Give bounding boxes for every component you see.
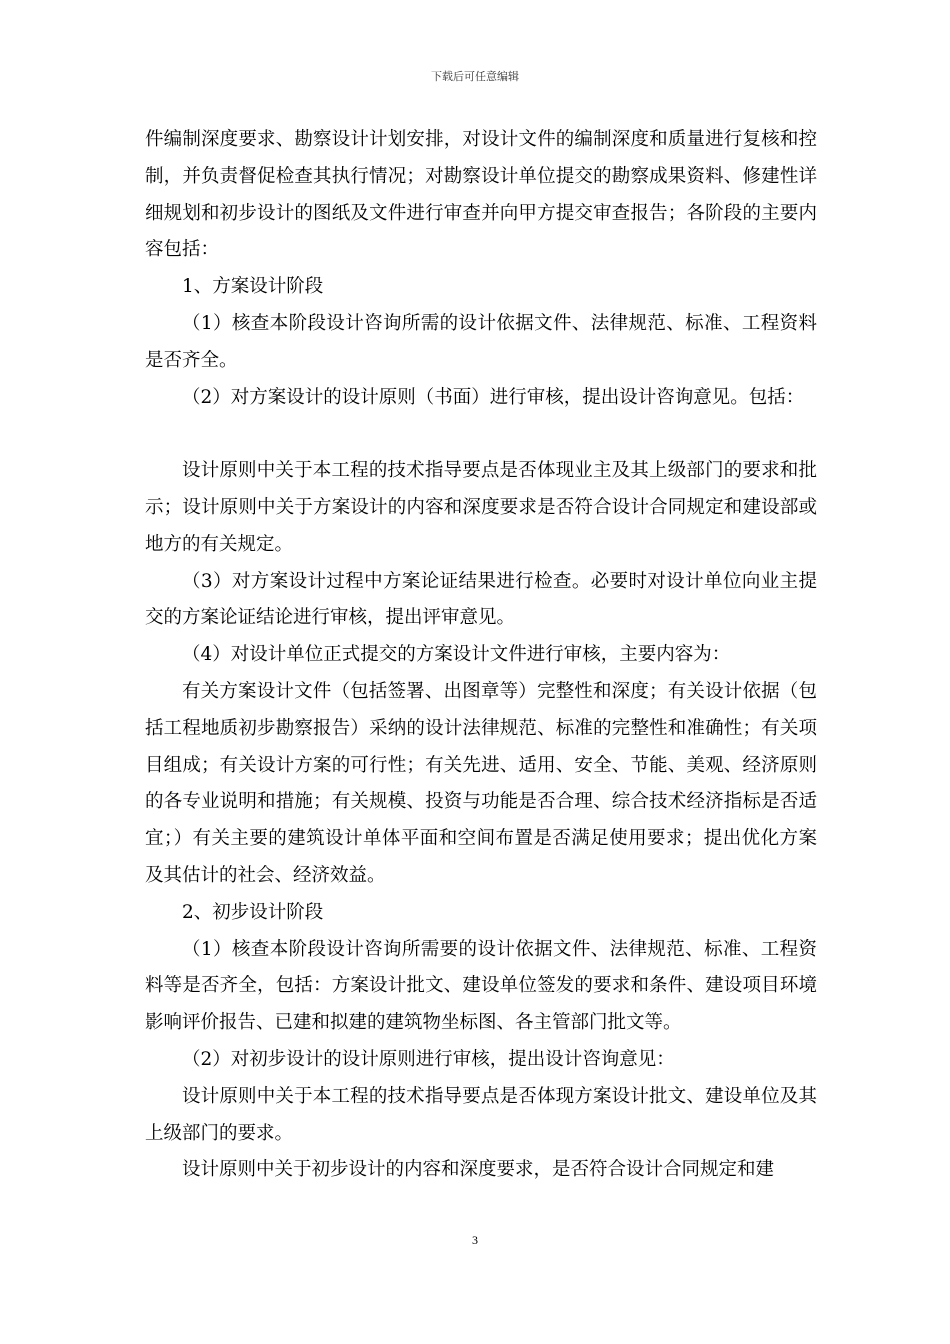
page-header: 下载后可任意编辑: [431, 70, 519, 83]
paragraph-scheme-review-content: 有关方案设计文件（包括签署、出图章等）完整性和深度；有关设计依据（包括工程地质初步勘察报告）采纳的设计法律规范、标准的完整性和准确性；有关项目组成；有关设计方案的可行性；有关先进、适用、安全、节能、美观、经济原则的各专业说明和措施；有关规模、投资与功能是否合理、综合技术经济指标是否适宜；）有关主要的建筑设计单体平面和空间布置是否满足使用要求；提出优化方案及其估计的社会、经济效益。: [145, 680, 817, 886]
paragraph-intro-continuation: 件编制深度要求、勘察设计计划安排，对设计文件的编制深度和质量进行复核和控制，并负责督促检查其执行情况；对勘察设计单位提交的勘察成果资料、修建性详细规划和初步设计的图纸及文件进行审查并向甲方提交审查报告；各阶段的主要内容包括：: [145, 129, 817, 261]
blank-line: [145, 416, 817, 453]
paragraph-scheme-item-2: （2）对方案设计的设计原则（书面）进行审核，提出设计咨询意见。包括：: [182, 386, 805, 408]
page-number: 3: [472, 1233, 478, 1247]
paragraph-preliminary-principles-a: 设计原则中关于本工程的技术指导要点是否体现方案设计批文、建设单位及其上级部门的要求。: [145, 1085, 817, 1144]
paragraph-design-principles: 设计原则中关于本工程的技术指导要点是否体现业主及其上级部门的要求和批示；设计原则中关于方案设计的内容和深度要求是否符合设计合同规定和建设部或地方的有关规定。: [145, 460, 817, 555]
paragraph-preliminary-principles-b: 设计原则中关于初步设计的内容和深度要求，是否符合设计合同规定和建: [182, 1159, 775, 1181]
paragraph-scheme-item-3: （3）对方案设计过程中方案论证结果进行检查。必要时对设计单位向业主提交的方案论证结论进行审核，提出评审意见。: [145, 570, 817, 629]
paragraph-preliminary-item-1: （1）核查本阶段设计咨询所需要的设计依据文件、法律规范、标准、工程资料等是否齐全，包括：方案设计批文、建设单位签发的要求和条件、建设项目环境影响评价报告、已建和拟建的建筑物坐标图、各主管部门批文等。: [145, 938, 817, 1034]
heading-preliminary-design-stage: 2、初步设计阶段: [182, 901, 324, 923]
paragraph-scheme-item-4: （4）对设计单位正式提交的方案设计文件进行审核，主要内容为：: [182, 644, 731, 666]
heading-scheme-design-stage: 1、方案设计阶段: [182, 276, 324, 298]
paragraph-scheme-item-1: （1）核查本阶段设计咨询所需的设计依据文件、法律规范、标准、工程资料是否齐全。: [145, 312, 817, 371]
document-body: [145, 122, 817, 1189]
paragraph-preliminary-item-2: （2）对初步设计的设计原则进行审核，提出设计咨询意见：: [182, 1048, 675, 1070]
